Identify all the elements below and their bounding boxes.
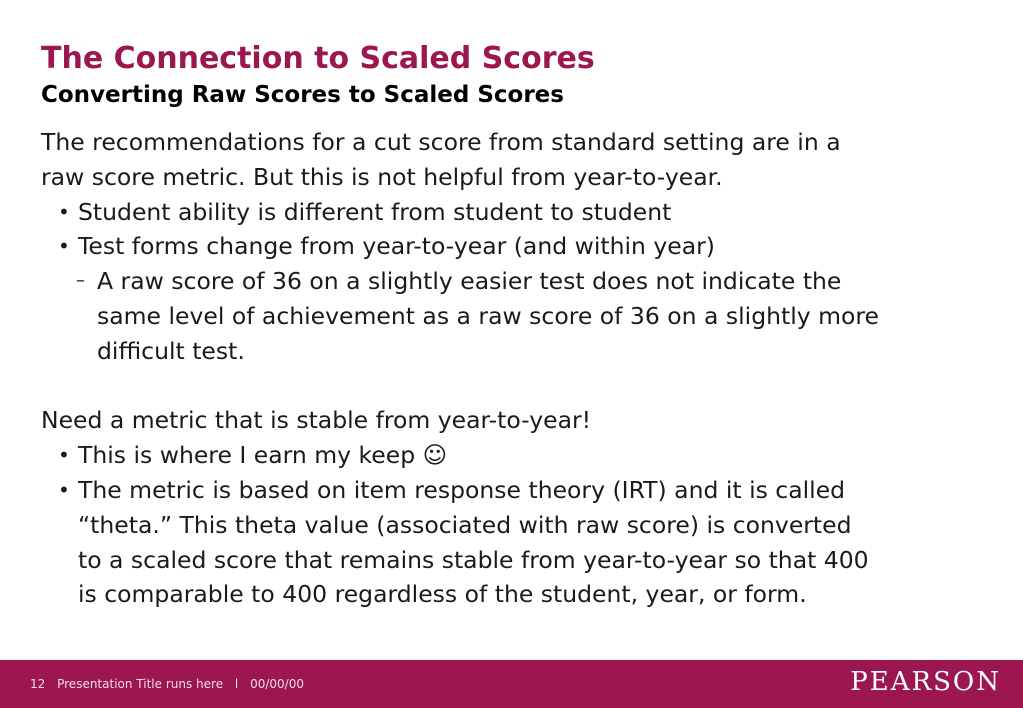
need-metric-line: Need a metric that is stable from year-to-year!	[41, 406, 592, 435]
slide-body	[41, 125, 986, 612]
dash-icon: –	[76, 270, 85, 292]
bullet-earn-keep	[41, 438, 986, 473]
footer-info	[30, 677, 312, 691]
irt-line-1: The metric is based on item response theory (IRT) and it is called	[78, 475, 846, 504]
slide-title: The Connection to Scaled Scores	[41, 41, 595, 76]
intro-line-2: raw score metric. But this is not helpful from year-to-year.	[41, 162, 723, 191]
slide-subtitle: Converting Raw Scores to Scaled Scores	[41, 82, 564, 108]
pearson-logo: PEARSON	[850, 667, 1001, 697]
footer-date: 00/00/00	[250, 677, 304, 691]
irt-line-4: is comparable to 400 regardless of the student, year, or form.	[78, 580, 807, 609]
intro-line-1: The recommendations for a cut score from standard setting are in a	[41, 128, 841, 156]
bullet-text: Student ability is different from student to student	[78, 197, 672, 226]
intro-paragraph	[41, 125, 986, 195]
bullet-icon: •	[58, 443, 70, 468]
irt-line-2: “theta.” This theta value (associated with raw score) is converted	[78, 510, 852, 539]
page-number: 12	[30, 677, 46, 691]
sub-bullet-line-3: difficult test.	[97, 336, 245, 365]
bullet-text: Test forms change from year-to-year (and within year)	[78, 232, 715, 261]
bullet-test-forms	[41, 229, 986, 264]
bullet-irt	[41, 473, 986, 612]
bullet-icon: •	[58, 234, 70, 259]
footer-separator: l	[234, 677, 239, 691]
spacer	[41, 369, 986, 404]
irt-line-3: to a scaled score that remains stable from year-to-year so that 400	[78, 545, 869, 574]
bullet-text: This is where I earn my keep ☺	[78, 441, 448, 470]
sub-bullet-raw-score	[41, 264, 986, 368]
sub-bullet-line-2: same level of achievement as a raw score of 36 on a slightly more	[97, 301, 879, 330]
bullet-icon: •	[58, 477, 70, 502]
sub-bullet-line-1: A raw score of 36 on a slightly easier test does not indicate the	[97, 267, 842, 296]
bullet-icon: •	[58, 199, 70, 224]
bullet-student-ability	[41, 195, 986, 230]
presentation-title: Presentation Title runs here	[57, 677, 224, 691]
footer-bar	[0, 660, 1023, 708]
